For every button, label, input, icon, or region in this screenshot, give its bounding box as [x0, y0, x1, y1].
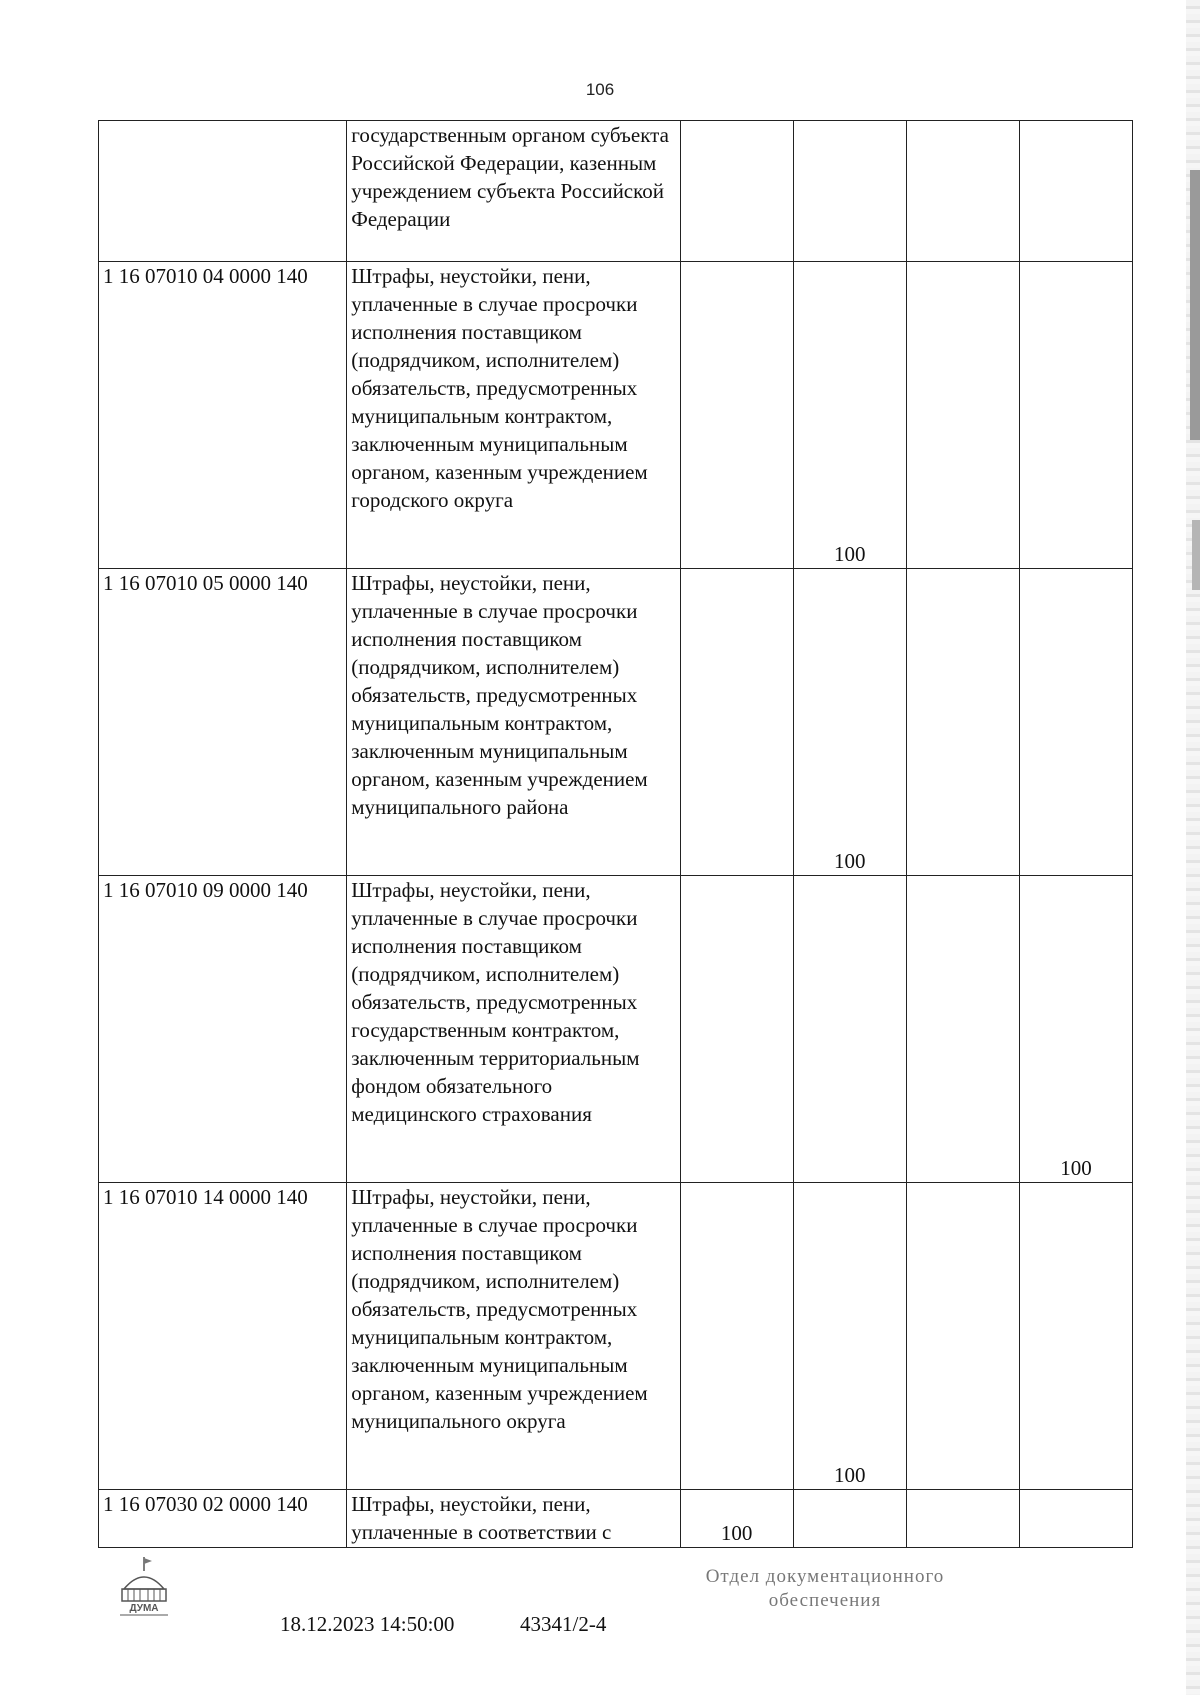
table-row [99, 1183, 1133, 1490]
department-stamp-line2: обеспечения [768, 1590, 882, 1611]
value-cell [906, 569, 1019, 876]
table-row [99, 569, 1133, 876]
table-row [99, 121, 1133, 262]
budget-classification-table [98, 120, 1133, 1548]
value-cell [793, 121, 906, 262]
value-cell: 100 [793, 1183, 906, 1490]
revenue-name-cell: Штрафы, неустойки, пени, уплаченные в случае просрочки исполнения поставщиком (подрядчиком, исполнителем) обязательств, предусмотренных муниципальным контрактом, заключенным муниципальным органом, казенным учреждением городского округа [347, 262, 680, 569]
registration-number: 43341/2-4 [520, 1612, 607, 1636]
value-cell [1019, 1183, 1132, 1490]
page-number: 106 [585, 80, 615, 99]
value-cell [680, 121, 793, 262]
revenue-code-cell: 1 16 07030 02 0000 140 [99, 1490, 347, 1548]
revenue-name-cell: Штрафы, неустойки, пени, уплаченные в случае просрочки исполнения поставщиком (подрядчиком, исполнителем) обязательств, предусмотренных муниципальным контрактом, заключенным муниципальным органом, казенным учреждением муниципального района [347, 569, 680, 876]
value-cell [1019, 262, 1132, 569]
revenue-code-cell: 1 16 07010 04 0000 140 [99, 262, 347, 569]
scan-edge-strip [1186, 0, 1200, 1695]
value-cell [906, 1183, 1019, 1490]
value-cell [906, 121, 1019, 262]
value-cell [906, 262, 1019, 569]
value-cell: 100 [1019, 876, 1132, 1183]
department-stamp [680, 1565, 970, 1613]
value-cell: 100 [793, 569, 906, 876]
revenue-code-cell: 1 16 07010 05 0000 140 [99, 569, 347, 876]
duma-logo [112, 1555, 176, 1617]
revenue-name-cell: Штрафы, неустойки, пени, уплаченные в случае просрочки исполнения поставщиком (подрядчиком, исполнителем) обязательств, предусмотренных муниципальным контрактом, заключенным муниципальным органом, казенным учреждением муниципального округа [347, 1183, 680, 1490]
table-row [99, 1490, 1133, 1548]
value-cell [680, 1183, 793, 1490]
value-cell [1019, 1490, 1132, 1548]
value-cell [680, 876, 793, 1183]
duma-building-icon [112, 1555, 176, 1617]
value-cell [906, 876, 1019, 1183]
value-cell: 100 [680, 1490, 793, 1548]
revenue-code-cell: 1 16 07010 09 0000 140 [99, 876, 347, 1183]
value-cell: 100 [793, 262, 906, 569]
value-cell [1019, 569, 1132, 876]
value-cell [793, 1490, 906, 1548]
revenue-name-cell: Штрафы, неустойки, пени, уплаченные в соответствии с [347, 1490, 680, 1548]
table-row [99, 262, 1133, 569]
value-cell [680, 262, 793, 569]
value-cell [680, 569, 793, 876]
revenue-name-cell: Штрафы, неустойки, пени, уплаченные в случае просрочки исполнения поставщиком (подрядчиком, исполнителем) обязательств, предусмотренных государственным контрактом, заключенным территориальным фондом обязательного медицинского страхования [347, 876, 680, 1183]
value-cell [906, 1490, 1019, 1548]
revenue-code-cell: 1 16 07010 14 0000 140 [99, 1183, 347, 1490]
revenue-name-cell: государственным органом субъекта Российской Федерации, казенным учреждением субъекта Российской Федерации [347, 121, 680, 262]
department-stamp-line1: Отдел документационного [705, 1566, 945, 1587]
revenue-code-cell [99, 121, 347, 262]
scan-edge-mark [1190, 170, 1200, 440]
registration-datetime: 18.12.2023 14:50:00 [280, 1612, 455, 1636]
logo-text: ДУМА [129, 1603, 159, 1614]
table-row [99, 876, 1133, 1183]
value-cell [1019, 121, 1132, 262]
scan-edge-mark [1192, 520, 1200, 590]
value-cell [793, 876, 906, 1183]
